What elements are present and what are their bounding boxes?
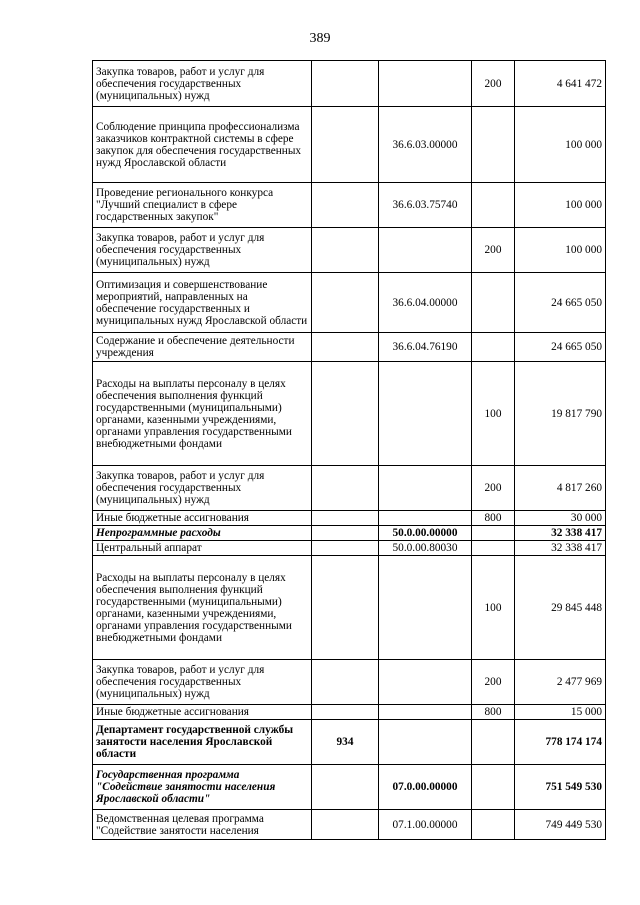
amount-cell: 32 338 417 [515, 541, 606, 556]
expense-type-cell: 100 [472, 362, 515, 466]
target-article-cell [379, 660, 472, 705]
expense-type-cell [472, 183, 515, 228]
expense-name-cell: Департамент государственной службы занятости населения Ярославской области [93, 720, 312, 765]
department-code-cell [312, 765, 379, 810]
department-code-cell [312, 362, 379, 466]
target-article-cell [379, 61, 472, 107]
table-row [93, 720, 606, 765]
amount-cell: 32 338 417 [515, 526, 606, 541]
target-article-cell: 36.6.04.00000 [379, 273, 472, 333]
expense-name-cell: Проведение регионального конкурса "Лучший специалист в сфере госдарственных закупок" [93, 183, 312, 228]
amount-cell: 4 817 260 [515, 466, 606, 511]
department-code-cell [312, 511, 379, 526]
amount-cell: 19 817 790 [515, 362, 606, 466]
target-article-cell: 36.6.03.00000 [379, 107, 472, 183]
table-row [93, 183, 606, 228]
expense-name-cell: Непрограммные расходы [93, 526, 312, 541]
expense-name-cell: Соблюдение принципа профессионализма заказчиков контрактной системы в сфере закупок для обеспечения государственных нужд Ярославской области [93, 107, 312, 183]
expense-name-cell: Расходы на выплаты персоналу в целях обеспечения выполнения функций государственными (муниципальными) органами, казенными учреждениями, органами управления государственными внебюджетными фондами [93, 556, 312, 660]
target-article-cell [379, 720, 472, 765]
expense-type-cell: 200 [472, 228, 515, 273]
budget-table-body [93, 61, 606, 840]
expense-type-cell: 800 [472, 511, 515, 526]
expense-name-cell: Закупка товаров, работ и услуг для обеспечения государственных (муниципальных) нужд [93, 61, 312, 107]
table-row [93, 810, 606, 840]
amount-cell: 749 449 530 [515, 810, 606, 840]
page-number: 389 [309, 31, 331, 46]
table-row [93, 660, 606, 705]
department-code-cell [312, 61, 379, 107]
expense-name-cell: Государственная программа "Содействие занятости населения Ярославской области" [93, 765, 312, 810]
department-code-cell [312, 660, 379, 705]
amount-cell: 24 665 050 [515, 333, 606, 362]
target-article-cell: 50.0.00.80030 [379, 541, 472, 556]
expense-type-cell [472, 526, 515, 541]
expense-name-cell: Центральный аппарат [93, 541, 312, 556]
amount-cell: 751 549 530 [515, 765, 606, 810]
amount-cell: 778 174 174 [515, 720, 606, 765]
department-code-cell [312, 333, 379, 362]
department-code-cell [312, 705, 379, 720]
department-code-cell [312, 107, 379, 183]
expense-type-cell [472, 810, 515, 840]
table-row [93, 765, 606, 810]
department-code-cell [312, 810, 379, 840]
amount-cell: 2 477 969 [515, 660, 606, 705]
amount-cell: 4 641 472 [515, 61, 606, 107]
target-article-cell [379, 705, 472, 720]
expense-name-cell: Закупка товаров, работ и услуг для обеспечения государственных (муниципальных) нужд [93, 466, 312, 511]
department-code-cell [312, 228, 379, 273]
expense-name-cell: Закупка товаров, работ и услуг для обеспечения государственных (муниципальных) нужд [93, 228, 312, 273]
department-code-cell [312, 183, 379, 228]
department-code-cell [312, 541, 379, 556]
expense-name-cell: Ведомственная целевая программа "Содействие занятости населения [93, 810, 312, 840]
table-row [93, 362, 606, 466]
target-article-cell [379, 362, 472, 466]
expense-type-cell: 200 [472, 466, 515, 511]
expense-name-cell: Оптимизация и совершенствование мероприятий, направленных на обеспечение государственных и муниципальных нужд Ярославской области [93, 273, 312, 333]
target-article-cell: 07.1.00.00000 [379, 810, 472, 840]
expense-type-cell [472, 720, 515, 765]
table-row [93, 556, 606, 660]
table-row [93, 466, 606, 511]
expense-type-cell [472, 107, 515, 183]
expense-type-cell: 100 [472, 556, 515, 660]
table-row [93, 61, 606, 107]
table-row [93, 511, 606, 526]
table-row [93, 333, 606, 362]
expense-type-cell [472, 273, 515, 333]
department-code-cell [312, 556, 379, 660]
expense-type-cell: 800 [472, 705, 515, 720]
table-row [93, 107, 606, 183]
expense-type-cell [472, 333, 515, 362]
target-article-cell: 50.0.00.00000 [379, 526, 472, 541]
expense-name-cell: Иные бюджетные ассигнования [93, 705, 312, 720]
amount-cell: 29 845 448 [515, 556, 606, 660]
amount-cell: 24 665 050 [515, 273, 606, 333]
department-code-cell: 934 [312, 720, 379, 765]
expense-name-cell: Закупка товаров, работ и услуг для обеспечения государственных (муниципальных) нужд [93, 660, 312, 705]
department-code-cell [312, 526, 379, 541]
department-code-cell [312, 273, 379, 333]
target-article-cell [379, 511, 472, 526]
expense-name-cell: Содержание и обеспечение деятельности учреждения [93, 333, 312, 362]
department-code-cell [312, 466, 379, 511]
target-article-cell [379, 228, 472, 273]
table-row [93, 228, 606, 273]
expense-name-cell: Расходы на выплаты персоналу в целях обеспечения выполнения функций государственными (муниципальными) органами, казенными учреждениями, органами управления государственными внебюджетными фондами [93, 362, 312, 466]
table-row [93, 541, 606, 556]
expense-type-cell: 200 [472, 660, 515, 705]
amount-cell: 100 000 [515, 183, 606, 228]
expense-type-cell [472, 541, 515, 556]
target-article-cell: 36.6.03.75740 [379, 183, 472, 228]
amount-cell: 100 000 [515, 228, 606, 273]
target-article-cell [379, 556, 472, 660]
table-row [93, 273, 606, 333]
budget-table [92, 60, 606, 840]
table-row [93, 526, 606, 541]
expense-type-cell [472, 765, 515, 810]
amount-cell: 15 000 [515, 705, 606, 720]
target-article-cell: 36.6.04.76190 [379, 333, 472, 362]
amount-cell: 30 000 [515, 511, 606, 526]
target-article-cell [379, 466, 472, 511]
table-row [93, 705, 606, 720]
expense-type-cell: 200 [472, 61, 515, 107]
amount-cell: 100 000 [515, 107, 606, 183]
target-article-cell: 07.0.00.00000 [379, 765, 472, 810]
expense-name-cell: Иные бюджетные ассигнования [93, 511, 312, 526]
